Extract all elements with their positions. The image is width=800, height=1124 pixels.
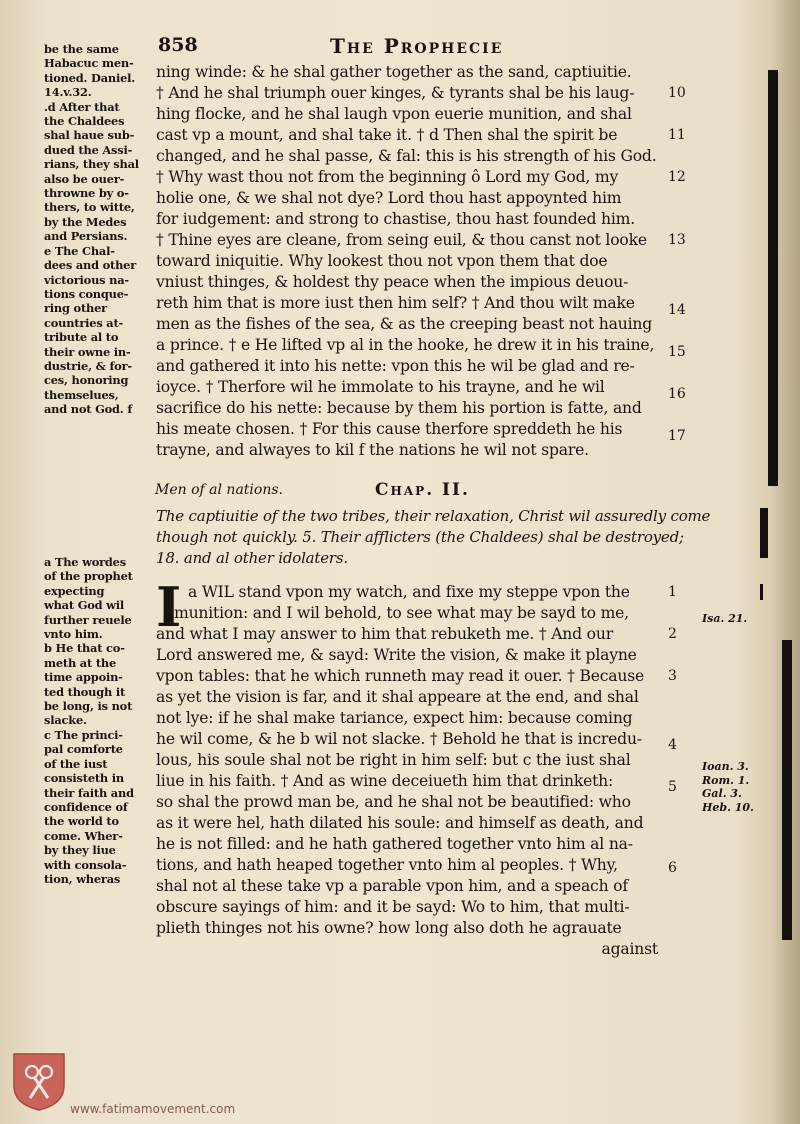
watermark-url[interactable]: www.fatimamovement.com: [70, 1102, 236, 1116]
text-line: cast vp a mount, and shal take it. † d Then shal the spirit be: [156, 126, 618, 144]
margin-note: expecting: [44, 583, 105, 598]
margin-note: meth at the: [44, 655, 117, 670]
margin-note: ces, honoring: [44, 373, 129, 388]
margin-note: and Persians.: [44, 229, 128, 244]
margin-note: e The Chal-: [44, 243, 115, 258]
text-line: Lord answered me, & sayd: Write the vision, & make it playne: [156, 646, 637, 664]
verse-number: 3: [668, 668, 677, 684]
margin-note: themselues,: [44, 387, 119, 402]
margin-note: ring other: [44, 301, 107, 316]
margin-note: be long, is not: [44, 699, 133, 714]
text-line: vpon tables: that he which runneth may read it ouer. † Because: [156, 667, 645, 685]
text-line: as it were hel, hath dilated his soule: and himself as death, and: [156, 814, 644, 832]
margin-note: by the Medes: [44, 214, 127, 229]
margin-note: also be ouer-: [44, 171, 125, 186]
text-line: his meate chosen. † For this cause therfore spreddeth he his: [156, 420, 623, 438]
margin-note: dustrie, & for-: [44, 358, 132, 373]
margin-note: be the same: [44, 42, 119, 56]
margin-note: their owne in-: [44, 344, 131, 359]
margin-note: consisteth in: [44, 771, 124, 786]
text-line: a prince. † e He lifted vp al in the hooke, he drew it in his traine,: [156, 336, 655, 354]
text-line: † Why wast thou not from the beginning ô Lord my God, my: [156, 168, 619, 186]
text-line: plieth thinges not his owne? how long also doth he agrauate: [156, 919, 622, 937]
chapter-heading: Chap. II.: [375, 480, 470, 500]
margin-note: time appoin-: [44, 670, 123, 685]
margin-note: vnto him.: [44, 627, 103, 642]
text-line: † Thine eyes are cleane, from seing euil, & thou canst not looke: [156, 231, 647, 249]
verse-number: 2: [668, 626, 677, 642]
margin-note: tion, wheras: [44, 871, 121, 886]
text-line: he is not filled: and he hath gathered together vnto him al na-: [156, 835, 633, 853]
margin-note: victorious na-: [44, 272, 129, 287]
margin-ref-isaiah: [702, 612, 782, 626]
page-number: 858: [158, 34, 198, 56]
verse-number: 16: [668, 386, 686, 402]
verse-number: 10: [668, 85, 686, 101]
reference-note: Isa. 21.: [702, 612, 748, 625]
margin-note: with consola-: [44, 857, 127, 872]
margin-note: shal haue sub-: [44, 128, 135, 143]
reference-note: Gal. 3.: [702, 787, 742, 801]
reference-note: Heb. 10.: [702, 800, 754, 814]
text-line: ioyce. † Therfore wil he immolate to his trayne, and he wil: [156, 378, 605, 396]
reference-note: Ioan. 3.: [702, 760, 749, 773]
margin-note: of the iust: [44, 756, 108, 771]
margin-note-continuation: Men of al nations.: [155, 482, 283, 498]
margin-notes-top: [44, 42, 152, 417]
margin-note: their faith and: [44, 785, 134, 800]
text-line: not lye: if he shal make tariance, expect him: because coming: [156, 709, 633, 727]
argument-line: The captiuitie of the two tribes, their relaxation, Christ wil assuredly come: [156, 507, 711, 525]
text-line: ning winde: & he shal gather together as the sand, captiuitie.: [156, 63, 632, 81]
verse-number: 14: [668, 302, 686, 318]
text-line: vniust thinges, & holdest thy peace when the impious deuou-: [156, 273, 629, 291]
text-line: hing flocke, and he shal laugh vpon euerie munition, and shal: [156, 105, 632, 123]
text-line: shal not al these take vp a parable vpon him, and a speach of: [156, 877, 628, 895]
margin-refs-cross: [702, 760, 782, 814]
margin-note: the Chaldees: [44, 114, 125, 129]
margin-note: the world to: [44, 814, 119, 829]
text-line: as yet the vision is far, and it shal appeare at the end, and shal: [156, 688, 639, 706]
verse-number: 5: [668, 779, 677, 795]
margin-note: dued the Assi-: [44, 142, 133, 157]
margin-note: ted though it: [44, 684, 126, 699]
verse-number: 11: [668, 127, 686, 143]
text-line: he wil come, & he b wil not slacke. † Behold he that is incredu-: [156, 730, 642, 748]
text-line: tions, and hath heaped together vnto him al peoples. † Why,: [156, 856, 618, 874]
text-line: munition: and I wil behold, to see what may be sayd to me,: [174, 604, 629, 622]
verse-number: 4: [668, 737, 677, 753]
text-line: and gathered it into his nette: vpon this he wil be glad and re-: [156, 357, 635, 375]
margin-note: what God wil: [44, 598, 125, 613]
text-line: trayne, and alwayes to kil f the nations he wil not spare.: [156, 441, 589, 459]
margin-note: thers, to witte,: [44, 200, 135, 215]
margin-note: dees and other: [44, 258, 137, 273]
margin-note: further reuele: [44, 612, 132, 627]
text-line: sacrifice do his nette: because by them his portion is fatte, and: [156, 399, 642, 417]
drop-cap: I: [156, 575, 182, 639]
margin-note: by they liue: [44, 843, 116, 858]
margin-bar: [760, 584, 763, 600]
margin-note: Habacuc men-: [44, 56, 134, 71]
text-line: men as the fishes of the sea, & as the creeping beast not hauing: [156, 315, 652, 333]
verse-number: 6: [668, 860, 677, 876]
text-line: obscure sayings of him: and it be sayd: Wo to him, that multi-: [156, 898, 630, 916]
margin-note: tioned. Daniel.: [44, 70, 136, 85]
catchword: against: [601, 940, 658, 958]
margin-note: rians, they shal: [44, 157, 139, 172]
body-text-bottom: [156, 575, 668, 960]
argument-line: though not quickly. 5. Their afflicters (the Chaldees) shal be destroyed;: [156, 528, 684, 546]
verse-number: 13: [668, 232, 686, 248]
margin-note: throwne by o-: [44, 186, 129, 201]
text-line: † And he shal triumph ouer kinges, & tyrants shal be his laug-: [156, 84, 635, 102]
text-line: lous, his soule shal not be right in him self: but c the iust shal: [156, 751, 631, 769]
text-line: holie one, & we shal not dye? Lord thou hast appoynted him: [156, 189, 622, 207]
body-text-top: [156, 62, 668, 461]
margin-note: .d After that: [44, 99, 120, 114]
margin-note: countries at-: [44, 315, 124, 330]
text-line: for iudgement: and strong to chastise, thou hast founded him.: [156, 210, 636, 228]
text-line: liue in his faith. † And as wine deceiueth him that drinketh:: [156, 772, 614, 790]
reference-note: Rom. 1.: [702, 773, 750, 787]
verse-number: 15: [668, 344, 686, 360]
margin-note: of the prophet: [44, 569, 133, 584]
text-line: changed, and he shal passe, & fal: this is his strength of his God.: [156, 147, 657, 165]
margin-note: b He that co-: [44, 641, 125, 656]
verse-number: 1: [668, 584, 677, 600]
margin-bar: [768, 70, 778, 486]
verse-number: 17: [668, 428, 686, 444]
text-line: toward iniquitie. Why lookest thou not vpon them that doe: [156, 252, 608, 270]
running-title: The Prophecie: [330, 34, 504, 58]
text-line: and what I may answer to him that rebuketh me. † And our: [156, 625, 613, 643]
margin-note: a The wordes: [44, 555, 126, 569]
margin-note: tribute al to: [44, 330, 119, 345]
chapter-argument: [156, 506, 716, 569]
margin-note: come. Wher-: [44, 828, 123, 843]
margin-bar: [760, 508, 768, 558]
verse-number: 12: [668, 169, 686, 185]
margin-note: slacke.: [44, 713, 87, 728]
margin-note: confidence of: [44, 799, 128, 814]
text-line: so shal the prowd man be, and he shal not be beautified: who: [156, 793, 631, 811]
page-header: [150, 32, 670, 60]
margin-note: pal comforte: [44, 742, 123, 757]
margin-note: and not God. f: [44, 402, 133, 417]
margin-bar: [782, 640, 792, 940]
text-line: reth him that is more iust then him self? † And thou wilt make: [156, 294, 635, 312]
margin-note: tions conque-: [44, 286, 129, 301]
text-line: a WIL stand vpon my watch, and fixe my steppe vpon the: [188, 583, 630, 601]
margin-note: c The princi-: [44, 727, 123, 742]
margin-note: 14.v.32.: [44, 85, 92, 100]
argument-line: 18. and al other idolaters.: [156, 549, 348, 567]
margin-notes-bottom: [44, 555, 152, 886]
crest-logo-icon: [12, 1052, 66, 1112]
